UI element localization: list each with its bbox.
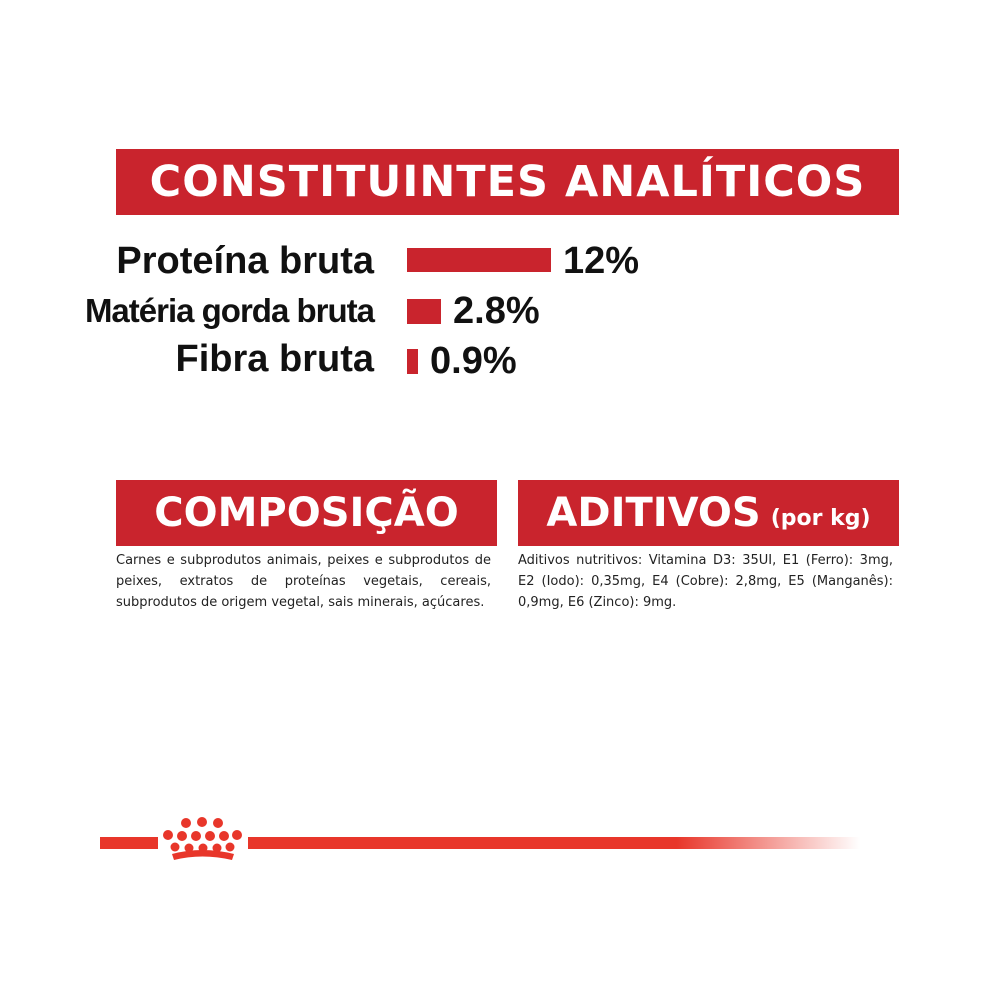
protein-label: Proteína bruta bbox=[116, 240, 374, 282]
fiber-percent: 0.9% bbox=[430, 340, 517, 382]
fiber-bar bbox=[407, 349, 418, 374]
footer-line-right bbox=[248, 837, 860, 849]
crown-icon bbox=[158, 816, 246, 862]
analytic-constituents-title: CONSTITUINTES ANALÍTICOS bbox=[149, 157, 866, 207]
additives-banner bbox=[518, 480, 899, 546]
fat-percent: 2.8% bbox=[453, 290, 540, 332]
additives-text: Aditivos nutritivos: Vitamina D3: 35UI, E1 (Ferro): 3mg, E2 (Iodo): 0,35mg, E4 (Cobre): 2,8mg, E5 (Manganês): 0,9mg, E6 (Zinco): 9mg. bbox=[518, 553, 893, 610]
composition-text: Carnes e subprodutos animais, peixes e subprodutos de peixes, extratos de proteínas vegetais, cereais, subprodutos de origem vegetal, sais minerais, açúcares. bbox=[116, 553, 491, 610]
fiber-label: Fibra bruta bbox=[175, 338, 374, 380]
protein-bar bbox=[407, 248, 551, 272]
footer-line-left bbox=[100, 837, 158, 849]
fat-label: Matéria gorda bruta bbox=[84, 292, 374, 329]
fat-bar bbox=[407, 299, 441, 324]
additives-title: ADITIVOS bbox=[546, 490, 761, 536]
protein-percent: 12% bbox=[563, 240, 640, 282]
analytic-constituents-banner bbox=[116, 149, 899, 215]
composition-banner bbox=[116, 480, 497, 546]
additives-subtitle: (por kg) bbox=[770, 505, 871, 531]
composition-title: COMPOSIÇÃO bbox=[154, 490, 459, 536]
